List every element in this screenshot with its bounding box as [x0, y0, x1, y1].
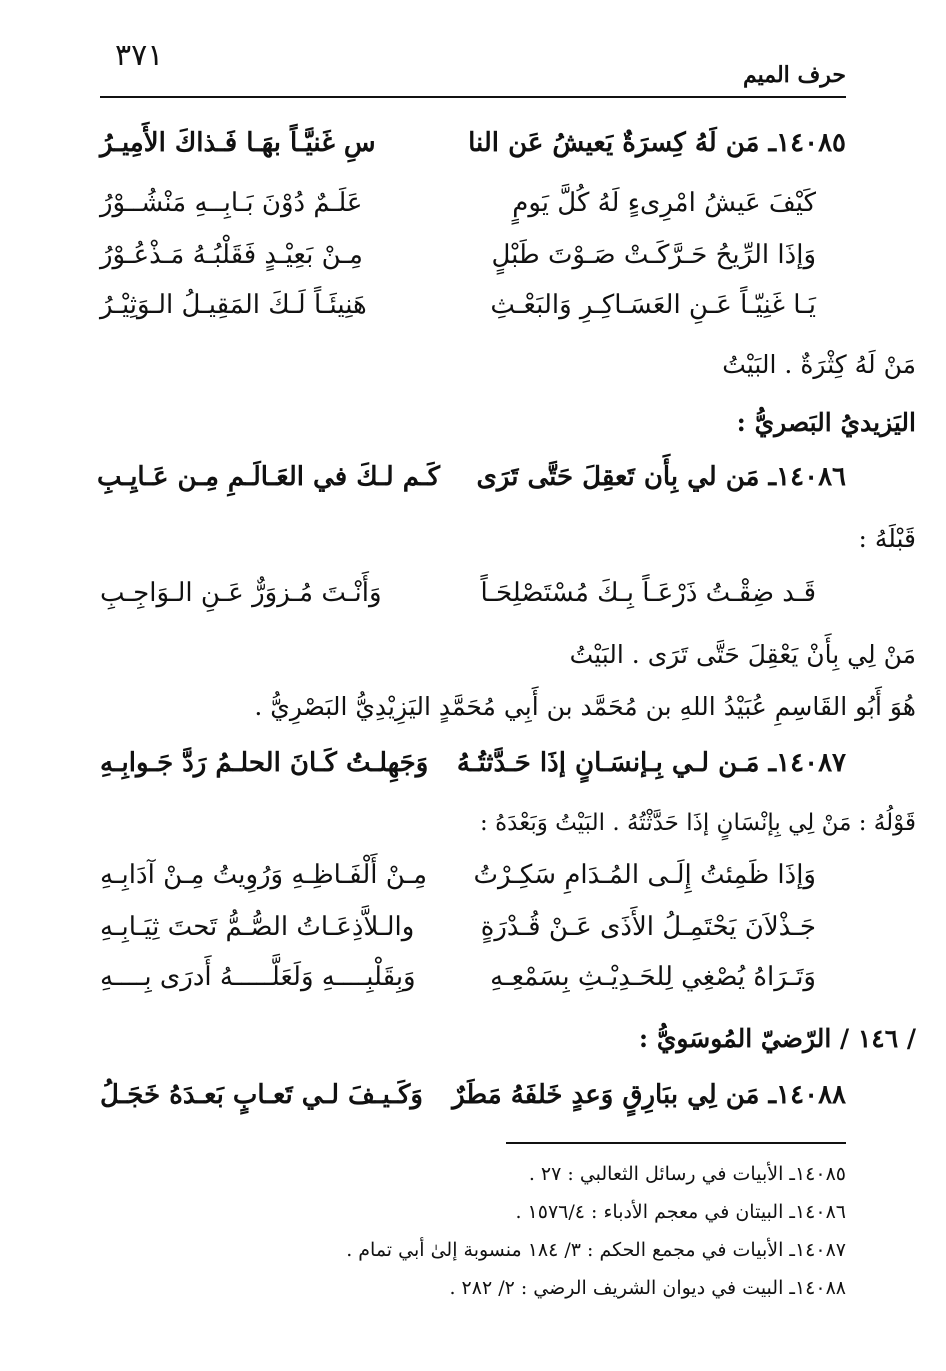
- verse-note: مَنْ لَهُ كِثْرَةٌ . البَيْتُ: [722, 350, 916, 379]
- footnote: ١٤٠٨٧ـ الأبيات في مجمع الحكم : ٣/ ١٨٤ منسوبة إلىٰ أبي تمام .: [346, 1239, 846, 1261]
- hemistich-text: مَن لي بِأَن تَعقِلَ حَتَّى تَرَى: [476, 462, 760, 492]
- footnote: ١٤٠٨٨ـ البيت في ديوان الشريف الرضي : ٢/ ٢٨٢ .: [449, 1277, 846, 1299]
- second-hemistich: والـلاَّذِعَـاتُ الصُّـمُّ تَحتَ ثِيَـابِـهِ: [100, 912, 415, 942]
- second-hemistich: وَكَـيـفَ لـي تَعـابٍ بَعـدَهُ خَجَـلُ: [100, 1080, 423, 1110]
- verse-line: [100, 578, 846, 628]
- second-hemistich: مِـنْ أَلْفَـاظِـهِ وَرُوِيتُ مِـنْ آدَابِـهِ: [100, 860, 428, 890]
- before-label: قَبْلَهُ :: [858, 524, 916, 553]
- verse-line: [100, 912, 846, 962]
- verse-line: [100, 860, 846, 910]
- poet-name: اليَزيديُ البَصريُّ :: [736, 408, 916, 437]
- running-head: حرف الميم: [742, 62, 846, 88]
- header-rule: [100, 96, 846, 98]
- poet-name: / ١٤٦ / الرّضيّ المُوسَويُّ :: [638, 1024, 916, 1053]
- first-hemistich: [476, 462, 846, 492]
- verse-line: [100, 962, 846, 1012]
- first-hemistich: قَـد ضِقْـتُ ذَرْعَـاً بِـكَ مُسْتَصْلِحَـاً: [480, 578, 816, 608]
- hemistich-text: مَن لِي ببَارِقٍ وَعدٍ خَلفَهُ مَطَرٌ: [452, 1080, 760, 1110]
- first-hemistich: كَيْفَ عَيشُ امْرِىءٍ لَهُ كُلَّ يَومٍ: [512, 188, 816, 218]
- second-hemistich: وَأَنْـتَ مُـزوَرٌّ عَـنِ الـوَاجِـبِ: [100, 578, 382, 608]
- second-hemistich: وَبِقَلْبِــــهِ وَلَعَلَّـــــهُ أَدرَى بِــــهِ: [100, 962, 416, 992]
- first-hemistich: يَـا غَنِيّـاً عَـنِ العَسَـاكِـرِ وَالبَعْـثِ: [490, 290, 816, 320]
- verse-14088: [100, 1080, 846, 1130]
- hemistich-text: مَن لَهُ كِسرَةٌ يَعيشُ عَن النا: [468, 128, 760, 158]
- entry-number: ١٤٠٨٧ـ: [768, 748, 846, 778]
- footnote: ١٤٠٨٦ـ البيتان في معجم الأدباء : ١٥٧٦/٤ .: [515, 1201, 846, 1223]
- verse-line: [100, 240, 846, 290]
- second-hemistich: وَجَهِلـتُ كَـانَ الحلـمُ رَدَّ جَـوابِـهِ: [100, 748, 429, 778]
- second-hemistich: كَـم لـكَ في العَـالَـمِ مِـن عَـايِـبِ: [97, 462, 440, 492]
- entry-number: ١٤٠٨٨ـ: [768, 1080, 846, 1110]
- second-hemistich: سِ غَنيَّـاً بهَـا فَـذاكَ الأَمِيـرُ: [100, 128, 376, 158]
- entry-number: ١٤٠٨٦ـ: [768, 462, 846, 492]
- verse-14087: [100, 748, 846, 798]
- first-hemistich: وَتَـرَاهُ يُصْغِي لِلحَـدِيْـثِ بِسَمْعِـهِ: [490, 962, 816, 992]
- verse-14085: [100, 128, 846, 178]
- poet-bio: هُوَ أَبُو القَاسِمِ عُبَيْدُ اللهِ بن مُحَمَّد بن أَبِي مُحَمَّدٍ اليَزِيْدِيُّ البَصْرِيُّ .: [254, 692, 916, 721]
- first-hemistich: [456, 748, 846, 778]
- verse-note: مَنْ لِي بِأَنْ يَعْقِلَ حَتَّى تَرَى . البَيْتُ: [569, 640, 916, 669]
- verse-14086: [97, 462, 846, 512]
- verse-line: [100, 290, 846, 340]
- first-hemistich: [452, 1080, 846, 1110]
- first-hemistich: وَإذَا ظَمِئتُ إِلَـى المُـدَامِ سَكِـرْتُ: [473, 860, 816, 890]
- verse-line: [100, 188, 846, 238]
- entry-number: ١٤٠٨٥ـ: [768, 128, 846, 158]
- hemistich-text: مَـن لـي بِـإنسَـانٍ إذَا حَـدَّثتُـهُ: [456, 748, 760, 778]
- second-hemistich: مِـنْ بَعِيْـدٍ فَقَلْبُـهُ مَـذْعُـوْرُ: [100, 240, 363, 270]
- first-hemistich: جَـذْلاَنَ يَحْتَمِـلُ الأَذَى عَـنْ قُـدْرَةٍ: [480, 912, 816, 942]
- first-hemistich: وَإذَا الرِّيحُ حَـرَّكَـتْ صَـوْتَ طَبْلٍ: [491, 240, 816, 270]
- verse-note: قَوْلُهُ : مَنْ لِي بِإنْسَانٍ إذَا حَدَّثْتُهُ . البَيْتُ وَبَعْدَهُ :: [480, 810, 916, 836]
- page-number: ٣٧١: [115, 38, 164, 73]
- second-hemistich: عَلَـمٌ دُوْنَ بَـابِــهِ مَنْشُــوْرُ: [100, 188, 363, 218]
- footnote: ١٤٠٨٥ـ الأبيات في رسائل الثعالبي : ٢٧ .: [528, 1163, 846, 1185]
- second-hemistich: هَنِيئَـاً لَـكَ المَقِيـلُ الـوَثِيْـرُ: [100, 290, 367, 320]
- footnote-rule: [506, 1142, 846, 1144]
- first-hemistich: [468, 128, 846, 158]
